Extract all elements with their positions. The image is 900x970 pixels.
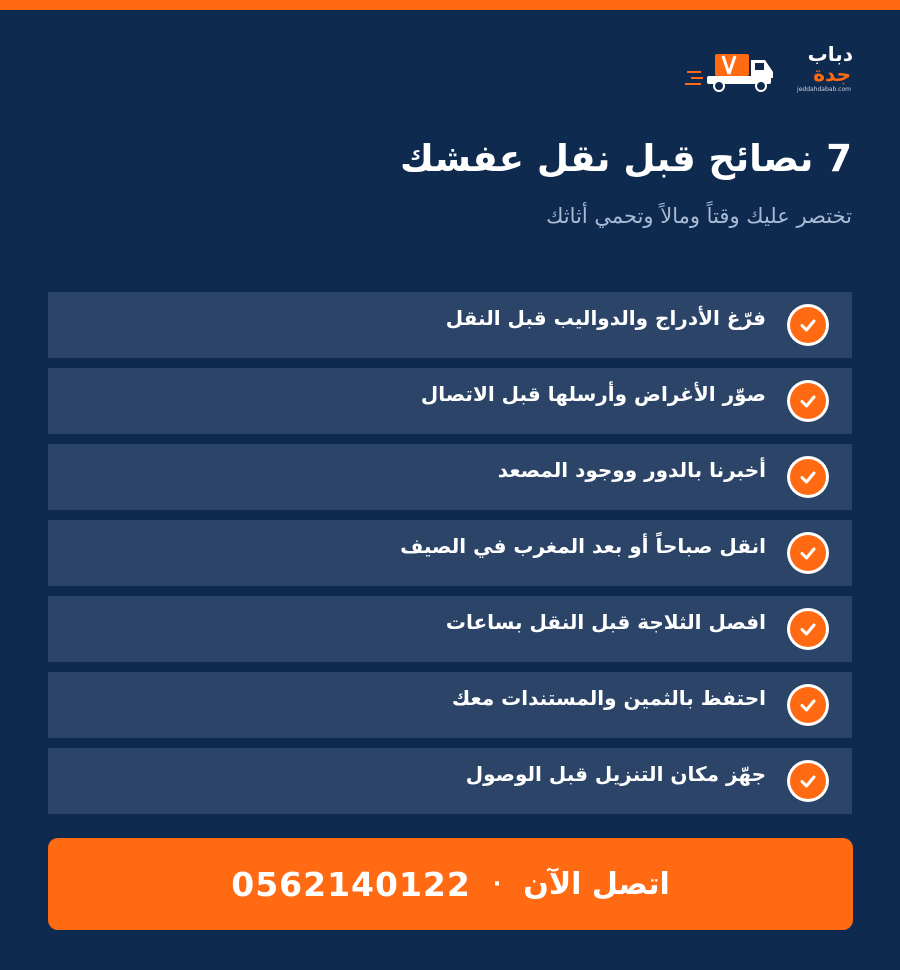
tip-text: احتفظ بالثمين والمستندات معك: [451, 686, 766, 710]
tip-text: جهّز مكان التنزيل قبل الوصول: [465, 762, 766, 786]
tip-item: [48, 368, 852, 434]
tips-list: [48, 292, 852, 824]
tip-item: [48, 672, 852, 738]
truck-icon: [685, 48, 785, 94]
tip-text: انقل صباحاً أو بعد المغرب في الصيف: [400, 534, 766, 558]
tip-text: صوّر الأغراض وأرسلها قبل الاتصال: [420, 382, 766, 406]
call-now-label: اتصل الآن: [523, 866, 670, 902]
top-accent-bar: [0, 0, 900, 10]
tip-text: فرّغ الأدراج والدواليب قبل النقل: [445, 306, 766, 330]
call-now-button[interactable]: [48, 838, 853, 930]
tip-item: [48, 596, 852, 662]
tip-item: [48, 748, 852, 814]
check-icon: [790, 459, 826, 495]
brand-name-line2: جدة: [813, 62, 851, 86]
tip-item: [48, 520, 852, 586]
page-subtitle: تختصر عليك وقتاً ومالاً وتحمي أثاثك: [546, 204, 852, 228]
check-icon: [790, 307, 826, 343]
check-icon: [790, 535, 826, 571]
tip-text: افصل الثلاجة قبل النقل بساعات: [445, 610, 766, 634]
phone-number: 0562140122: [231, 864, 471, 904]
cta-separator: ·: [492, 871, 502, 897]
page-title: 7 نصائح قبل نقل عفشك: [400, 137, 852, 180]
tip-text: أخبرنا بالدور ووجود المصعد: [497, 458, 766, 482]
brand-name-line1: دباب: [807, 42, 853, 66]
check-icon: [790, 687, 826, 723]
check-icon: [790, 763, 826, 799]
check-icon: [790, 611, 826, 647]
tip-item: [48, 444, 852, 510]
brand-logo: [685, 44, 855, 96]
check-icon: [790, 383, 826, 419]
tip-item: [48, 292, 852, 358]
brand-url: jeddahdabab.com: [797, 86, 851, 93]
